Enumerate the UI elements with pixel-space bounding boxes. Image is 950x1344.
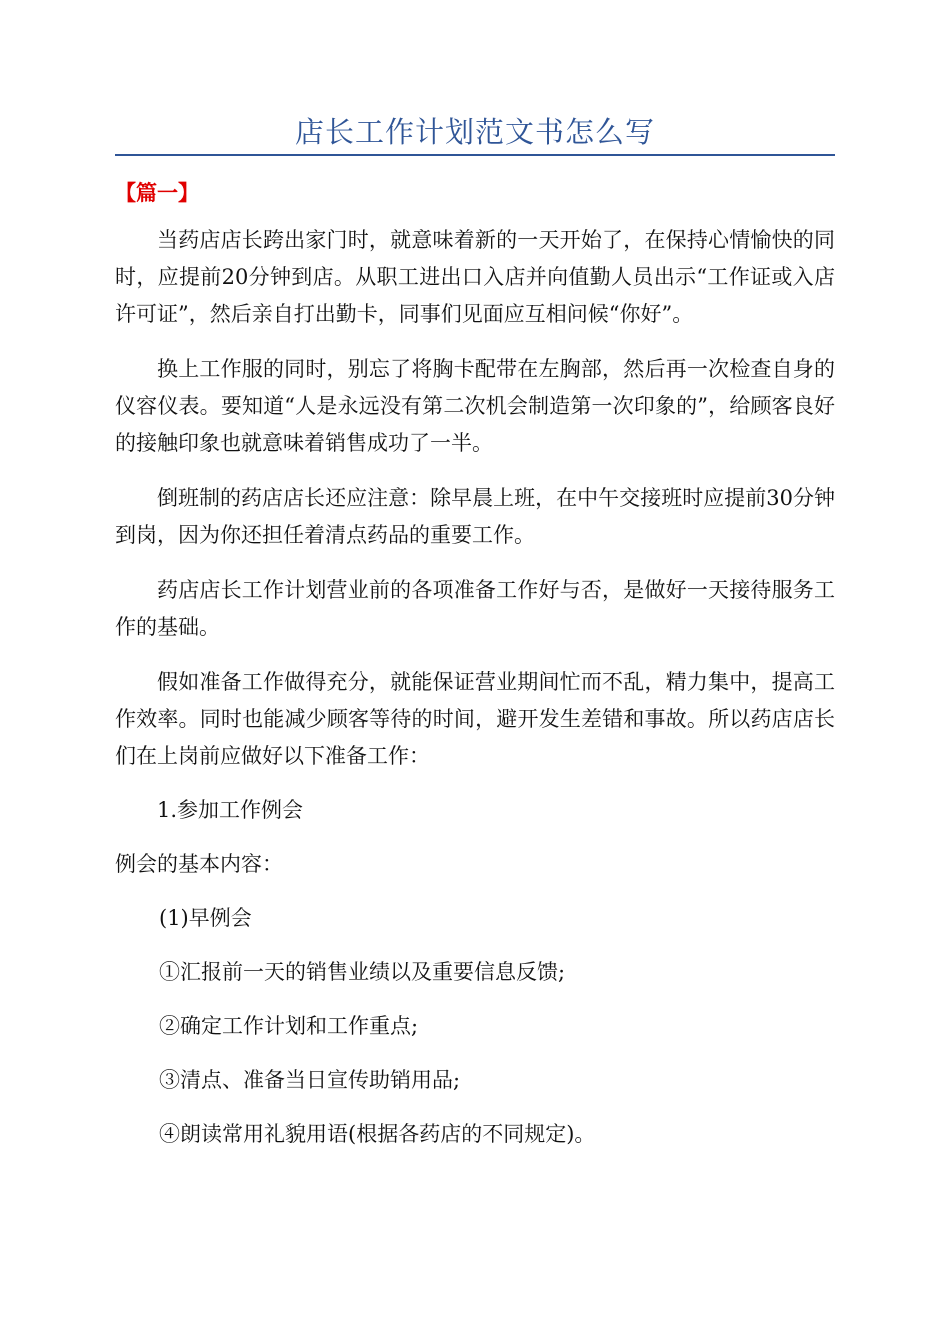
list-item: ②确定工作计划和工作重点; (159, 1014, 419, 1038)
title-underline (115, 154, 835, 156)
list-heading: 1.参加工作例会 (157, 798, 304, 822)
paragraph-2: 换上工作服的同时，别忘了将胸卡配带在左胸部，然后再一次检查自身的仪容仪表。要知道“人是永远没有第二次机会制造第一次印象的”，给顾客良好的接触印象也就意味着销售成功了一半。 (115, 357, 835, 455)
paragraph-5: 假如准备工作做得充分，就能保证营业期间忙而不乱，精力集中，提高工作效率。同时也能减少顾客等待的时间，避开发生差错和事故。所以药店店长们在上岗前应做好以下准备工作： (115, 670, 835, 768)
list-item: ④朗读常用礼貌用语(根据各药店的不同规定)。 (159, 1122, 596, 1146)
list-item: ③清点、准备当日宣传助销用品; (159, 1068, 461, 1092)
document-title: 店长工作计划范文书怎么写 (294, 115, 655, 149)
section-heading: 【篇一】 (115, 181, 199, 205)
list-intro: 例会的基本内容： (115, 852, 283, 876)
document-body (115, 222, 835, 1153)
sub-heading: (1)早例会 (159, 906, 252, 930)
list-item: ①汇报前一天的销售业绩以及重要信息反馈; (159, 960, 566, 984)
paragraph-3: 倒班制的药店店长还应注意：除早晨上班，在中午交接班时应提前30分钟到岗，因为你还担任着清点药品的重要工作。 (115, 486, 835, 547)
paragraph-1: 当药店店长跨出家门时，就意味着新的一天开始了，在保持心情愉快的同时，应提前20分钟到店。从职工进出口入店并向值勤人员出示“工作证或入店许可证”，然后亲自打出勤卡，同事们见面应互相问候“你好”。 (115, 228, 835, 326)
paragraph-4: 药店店长工作计划营业前的各项准备工作好与否，是做好一天接待服务工作的基础。 (115, 578, 835, 639)
